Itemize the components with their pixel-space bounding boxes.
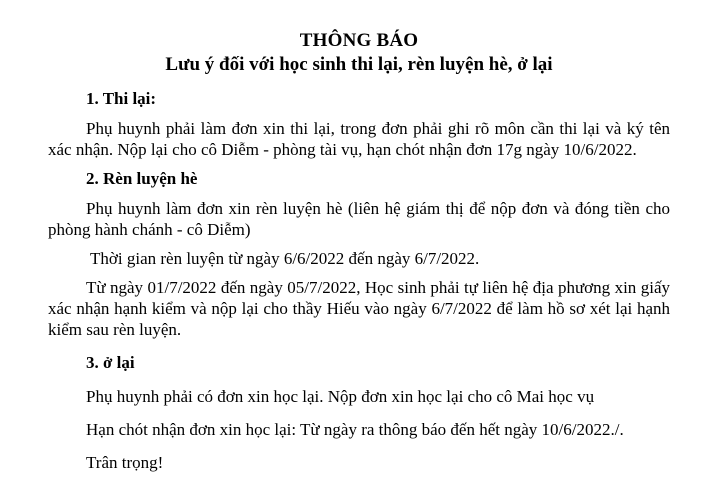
paragraph: Phụ huynh làm đơn xin rèn luyện hè (liên hệ giám thị để nộp đơn và đóng tiền cho phòng hành chánh - cô Diễm): [48, 199, 670, 239]
closing-line: Trân trọng!: [86, 453, 164, 472]
section-heading: 3. ở lại: [86, 353, 135, 372]
paragraph: Hạn chót nhận đơn xin học lại: Từ ngày ra thông báo đến hết ngày 10/6/2022./.: [86, 420, 624, 439]
section-heading: 2. Rèn luyện hè: [86, 169, 198, 188]
section-summer-training: [48, 168, 670, 340]
document-subtitle: Lưu ý đối với học sinh thi lại, rèn luyện hè, ở lại: [165, 54, 553, 75]
paragraph: Phụ huynh phải có đơn xin học lại. Nộp đơn xin học lại cho cô Mai học vụ: [86, 387, 595, 406]
section-retest: [48, 88, 670, 160]
paragraph: Từ ngày 01/7/2022 đến ngày 05/7/2022, Học sinh phải tự liên hệ địa phương xin giấy xác nhận hạnh kiểm và nộp lại cho thầy Hiếu vào ngày 6/7/2022 để làm hồ sơ xét lại hạnh kiểm sau rèn luyện.: [48, 278, 670, 339]
section-heading: 1. Thi lại:: [86, 89, 157, 108]
section-repeat-year: [48, 352, 670, 440]
paragraph: Thời gian rèn luyện từ ngày 6/6/2022 đến ngày 6/7/2022.: [90, 249, 480, 268]
document-title: THÔNG BÁO: [299, 30, 419, 51]
paragraph: Phụ huynh phải làm đơn xin thi lại, trong đơn phải ghi rõ môn cần thi lại và ký tên xác nhận. Nộp lại cho cô Diễm - phòng tài vụ, hạn chót nhận đơn 17g ngày 10/6/2022.: [48, 119, 670, 159]
